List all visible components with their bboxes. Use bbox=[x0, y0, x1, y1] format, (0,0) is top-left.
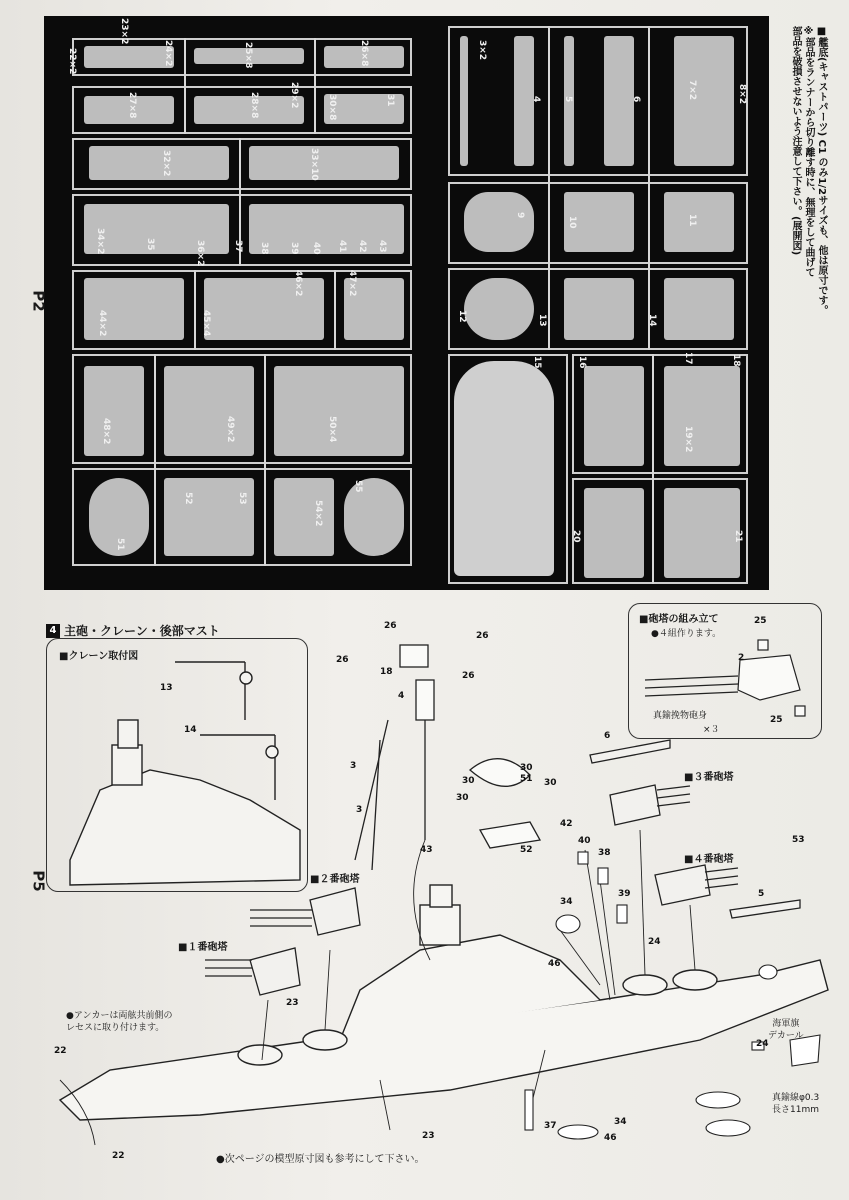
page-label-p5: P5 bbox=[29, 870, 48, 892]
sprue-right-part-label: 6 bbox=[631, 96, 641, 103]
turret-inset-subtitle: ●４組作ります。 bbox=[651, 629, 722, 639]
sprue-left-part-label: 22×2 bbox=[67, 48, 77, 75]
sprue-right-part-label: 18 bbox=[731, 354, 741, 367]
sprue-left-part-label: 29×2 bbox=[289, 82, 299, 109]
sprue-right-part-label: 10 bbox=[567, 216, 577, 229]
turret-4-label: ■４番砲塔 bbox=[684, 854, 734, 865]
step-number: 4 bbox=[46, 624, 60, 638]
sprue-left-part-label: 47×2 bbox=[347, 270, 357, 297]
part-callout: 24 bbox=[648, 937, 661, 947]
sprue-right-part-label: 7×2 bbox=[687, 80, 697, 101]
sprue-left-part-label: 45×4 bbox=[201, 310, 211, 337]
sprue-left-part-label: 28×8 bbox=[249, 92, 259, 119]
sprue-right-part-label: 12 bbox=[457, 310, 467, 323]
sprue-left-part-label: 37 bbox=[233, 240, 243, 253]
part-callout: 42 bbox=[560, 819, 573, 829]
sprue-left-part-label: 53 bbox=[237, 492, 247, 505]
part-callout: 30 bbox=[462, 776, 475, 786]
sprue-left-part-label: 38 bbox=[259, 242, 269, 255]
sprue-left-part-label: 27×8 bbox=[127, 92, 137, 119]
part-callout: 37 bbox=[544, 1121, 557, 1131]
crane-drawing bbox=[70, 662, 300, 885]
sprue-left-part-label: 49×2 bbox=[225, 416, 235, 443]
hull-drawing bbox=[60, 885, 828, 1120]
part-callout: 53 bbox=[792, 835, 805, 845]
part-callout: 40 bbox=[578, 836, 591, 846]
turret-part-number: 25 bbox=[770, 715, 783, 725]
part-callout: 23 bbox=[286, 998, 299, 1008]
sprue-left-part-label: 42 bbox=[357, 240, 367, 253]
sprue-left-part-label: 50×4 bbox=[327, 416, 337, 443]
turret-assembly-drawing bbox=[645, 640, 805, 716]
sprue-right-part-label: 20 bbox=[571, 530, 581, 543]
part-callout: 30 bbox=[544, 778, 557, 788]
sprue-left-part-label: 41 bbox=[337, 240, 347, 253]
sprue-left-part-label: 48×2 bbox=[101, 418, 111, 445]
sprue-left-part-label: 55 bbox=[353, 480, 363, 493]
part-callout: 34 bbox=[560, 897, 573, 907]
page-label-p2: P2 bbox=[29, 290, 48, 312]
sprue-left-part-label: 43 bbox=[377, 240, 387, 253]
turret-1-label: ■１番砲塔 bbox=[178, 942, 228, 953]
sprue-right-part-label: 13 bbox=[537, 314, 547, 327]
anchor-note: ●アンカーは両舷共前側の レセスに取り付けます。 bbox=[66, 1011, 173, 1033]
assembly-drawing bbox=[0, 600, 849, 1200]
wire-note: 真鍮線φ0.3 長さ11mm bbox=[772, 1093, 820, 1115]
part-callout: 39 bbox=[618, 889, 631, 899]
part-callout: 26 bbox=[476, 631, 489, 641]
part-callout: 43 bbox=[420, 845, 433, 855]
part-callout: 52 bbox=[520, 845, 533, 855]
sprue-left-part-label: 24×2 bbox=[163, 40, 173, 67]
part-callout: 26 bbox=[336, 655, 349, 665]
part-callout: 5 bbox=[758, 889, 765, 899]
sprue-left-part-label: 32×2 bbox=[161, 150, 171, 177]
part-callout: 26 bbox=[384, 621, 397, 631]
footer-note: ●次ページの模型原寸図も参考にして下さい。 bbox=[216, 1154, 425, 1165]
sprue-left-part-label: 25×8 bbox=[243, 42, 253, 69]
sprue-right-part-label: 4 bbox=[531, 96, 541, 103]
part-callout: 22 bbox=[54, 1046, 67, 1056]
crane-part-number: 14 bbox=[184, 725, 197, 735]
part-callout: 22 bbox=[112, 1151, 125, 1161]
part-callout: 46 bbox=[548, 959, 561, 969]
part-callout: 6 bbox=[604, 731, 611, 741]
part-callout: 46 bbox=[604, 1133, 617, 1143]
turret-part-number: 2 bbox=[738, 653, 745, 663]
sprue-left-part-label: 46×2 bbox=[293, 270, 303, 297]
sprue-right-part-label: 9 bbox=[515, 212, 525, 219]
sprue-left-part-label: 23×2 bbox=[119, 18, 129, 45]
turret-part-number: 25 bbox=[754, 616, 767, 626]
part-callout: 3 bbox=[350, 761, 357, 771]
sprue-left-part-label: 30×8 bbox=[327, 94, 337, 121]
part-callout: 26 bbox=[462, 671, 475, 681]
barrel-note: 真鍮挽物砲身 bbox=[653, 711, 708, 721]
sprue-right-part-label: 16 bbox=[577, 356, 587, 369]
sprue-right-part-label: 17 bbox=[683, 352, 693, 365]
sprue-right-part-label: 3×2 bbox=[477, 40, 487, 61]
turret-2-label: ■２番砲塔 bbox=[310, 874, 360, 885]
part-callout: 34 bbox=[614, 1117, 627, 1127]
barrel-qty: ×３ bbox=[703, 725, 720, 735]
sprue-right-part-label: 8×2 bbox=[737, 84, 747, 105]
sprue-left-part-label: 26×8 bbox=[359, 40, 369, 67]
side-note: ■艦底(キャストパーツ) C1 のみ1/2サイズも、他は原寸です。 ※部品をランナーから切り離す時に、無理をして曲げて 部品を破損させないよう注意して下さい。(展開図) bbox=[790, 26, 827, 315]
sprue-left-part-label: 39 bbox=[289, 242, 299, 255]
turret-inset-title: ■砲塔の組み立て bbox=[639, 614, 719, 625]
part-callout: 38 bbox=[598, 848, 611, 858]
crane-inset-title: ■クレーン取付図 bbox=[59, 651, 139, 662]
sprue-right-part-label: 21 bbox=[733, 530, 743, 543]
sprue-right-part-label: 14 bbox=[647, 314, 657, 327]
sprue-left-part-label: 51 bbox=[115, 538, 125, 551]
sprue-left-part-label: 31 bbox=[385, 94, 395, 107]
sprue-right-part-label: 15 bbox=[532, 356, 542, 369]
turret-3-label: ■３番砲塔 bbox=[684, 772, 734, 783]
part-callout: 18 bbox=[380, 667, 393, 677]
sprue-left-part-label: 40 bbox=[311, 242, 321, 255]
sprue-right-part-label: 11 bbox=[687, 214, 697, 227]
sprue-left-part-label: 52 bbox=[183, 492, 193, 505]
sprue-right-part-label: 19×2 bbox=[683, 426, 693, 453]
sprue-left-part-label: 33×10 bbox=[309, 148, 319, 181]
part-callout: 3 bbox=[356, 805, 363, 815]
sprue-left-part-label: 35 bbox=[145, 238, 155, 251]
flag-note: 海軍旗 デカール bbox=[768, 1019, 804, 1041]
part-callout: 24 bbox=[756, 1039, 769, 1049]
step-title: 主砲・クレーン・後部マスト bbox=[64, 624, 220, 638]
sprue-left-part-label: 54×2 bbox=[313, 500, 323, 527]
mast-drawing bbox=[355, 645, 540, 870]
part-callout: 51 bbox=[520, 774, 533, 784]
part-callout: 4 bbox=[398, 691, 405, 701]
sprue-left-part-label: 36×2 bbox=[195, 240, 205, 267]
part-callout: 23 bbox=[422, 1131, 435, 1141]
sprue-left-part-label: 34×2 bbox=[95, 228, 105, 255]
part-callout: 30 bbox=[520, 763, 533, 773]
sprue-right-part-label: 5 bbox=[563, 96, 573, 103]
crane-part-number: 13 bbox=[160, 683, 173, 693]
sprue-left-part-label: 44×2 bbox=[97, 310, 107, 337]
part-callout: 30 bbox=[456, 793, 469, 803]
